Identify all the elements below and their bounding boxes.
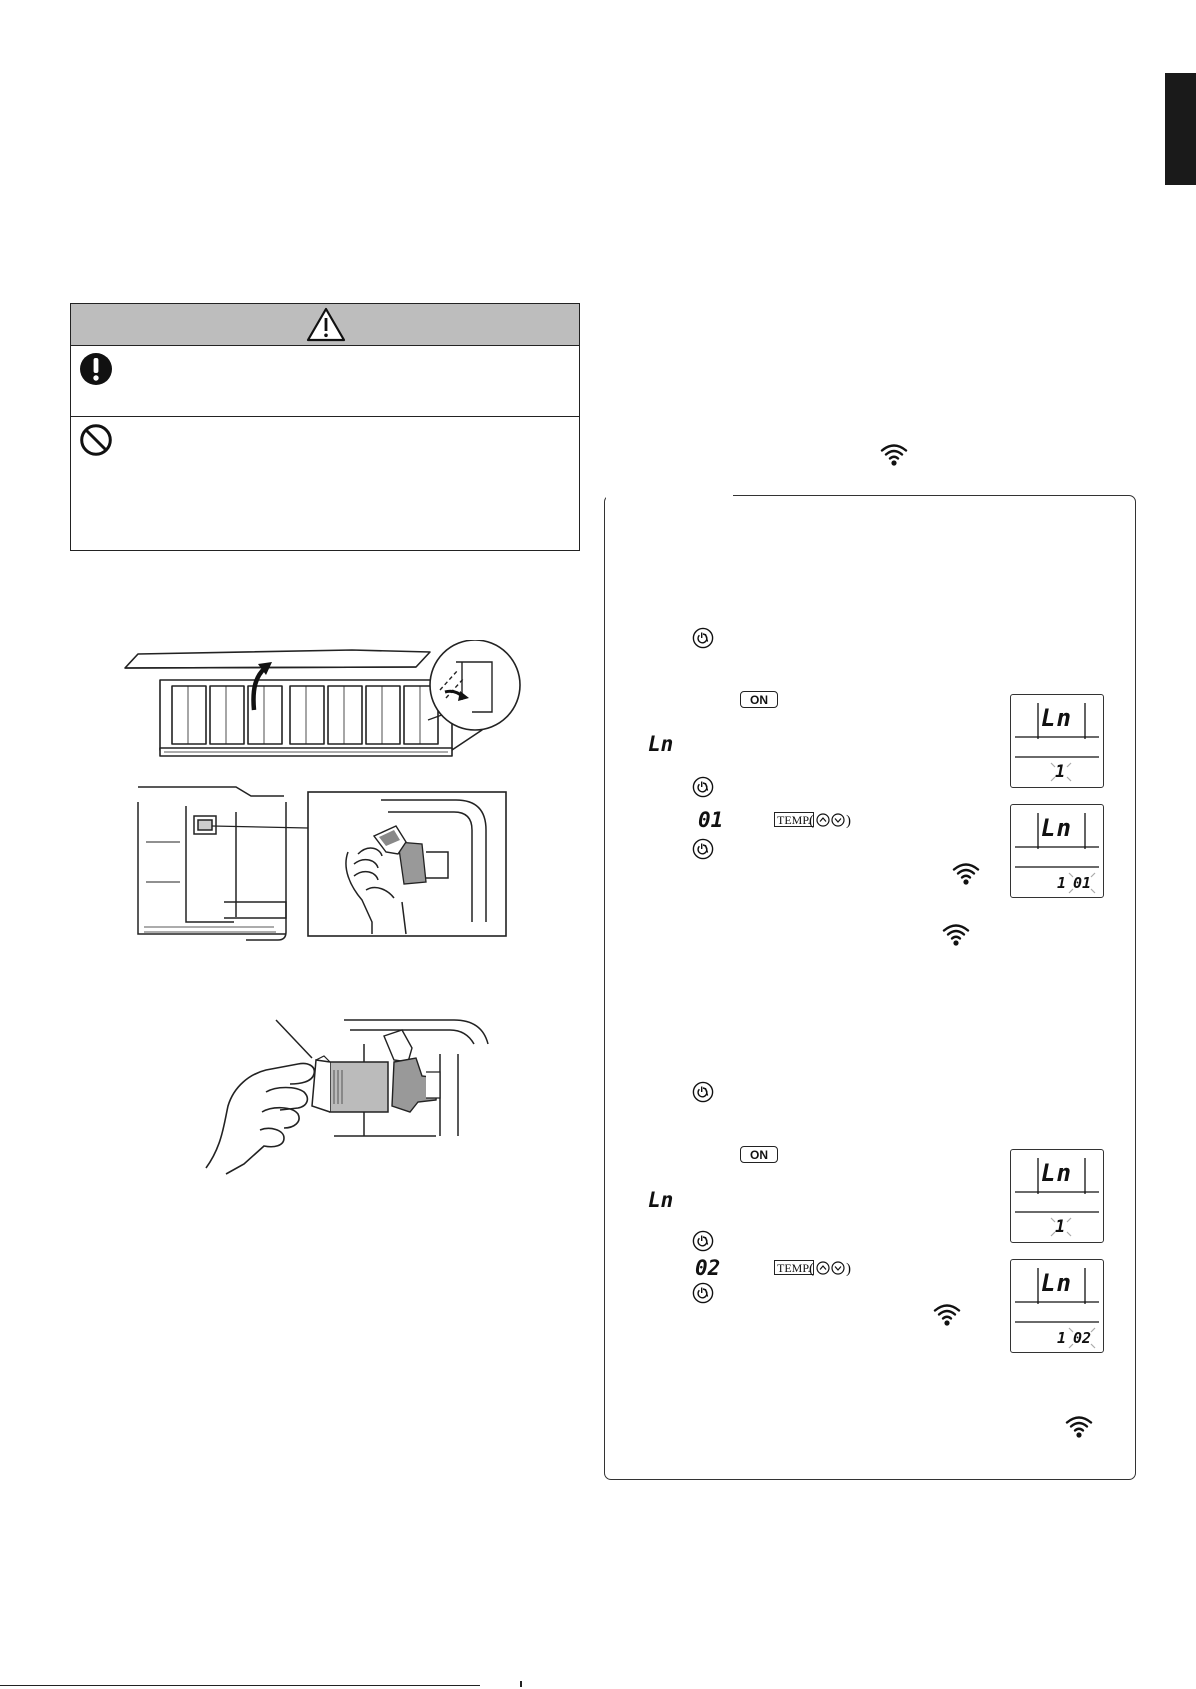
svg-text:(: ( (809, 1261, 814, 1277)
temp-button: TEMP. (774, 812, 814, 827)
on-button: ON (740, 691, 778, 708)
lcd-value: 1 (1055, 762, 1066, 782)
lcd-code: Ln (1041, 1269, 1072, 1297)
svg-text:): ) (846, 813, 851, 829)
power-button-icon (692, 627, 714, 649)
warning-triangle-icon (306, 307, 346, 343)
svg-text:(: ( (809, 813, 814, 829)
temp-up-down-arrows-icon (809, 1258, 861, 1278)
power-button-icon (692, 1081, 714, 1103)
svg-text:): ) (846, 1261, 851, 1277)
power-button-icon (692, 1282, 714, 1304)
lcd-value-left: 1 (1057, 1329, 1067, 1347)
lcd-screen (1010, 804, 1104, 898)
lcd-value-right: 02 (1073, 1329, 1092, 1347)
power-button-icon (692, 1230, 714, 1252)
warning-row-divider (71, 416, 579, 417)
wifi-icon (1065, 1414, 1093, 1438)
lcd-code: Ln (1041, 1159, 1072, 1187)
channel-code: 01 (698, 808, 724, 832)
lcd-code: Ln (1041, 704, 1072, 732)
setup-panel-title-gap (606, 488, 733, 500)
adapter-slot-illustration (136, 782, 508, 942)
power-button-icon (692, 838, 714, 860)
channel-code: 02 (695, 1256, 721, 1280)
mandatory-exclamation-icon (79, 352, 113, 386)
lcd-screen (1010, 694, 1104, 788)
lcd-screen (1010, 1259, 1104, 1353)
language-tab (1165, 73, 1196, 185)
ln-code: Ln (648, 732, 674, 756)
ln-code: Ln (648, 1188, 674, 1212)
warning-header (71, 304, 579, 346)
lcd-value: 1 (1055, 1217, 1066, 1237)
prohibited-icon (79, 423, 113, 457)
wifi-icon (952, 861, 980, 885)
power-button-icon (692, 776, 714, 798)
wifi-icon (880, 442, 908, 466)
lcd-screen (1010, 1149, 1104, 1243)
temp-up-down-arrows-icon (809, 810, 861, 830)
footer-mark (520, 1681, 522, 1687)
lcd-value-left: 1 (1057, 874, 1067, 892)
temp-button: TEMP. (774, 1260, 814, 1275)
wifi-icon (942, 922, 970, 946)
lcd-code: Ln (1041, 814, 1072, 842)
warning-box (70, 303, 580, 551)
indoor-unit-front-panel-open-illustration (120, 640, 525, 760)
on-button: ON (740, 1146, 778, 1163)
adapter-insert-illustration (204, 1014, 496, 1176)
footer-rule (0, 1685, 480, 1686)
lcd-value-right: 01 (1073, 874, 1092, 892)
wifi-icon (933, 1302, 961, 1326)
